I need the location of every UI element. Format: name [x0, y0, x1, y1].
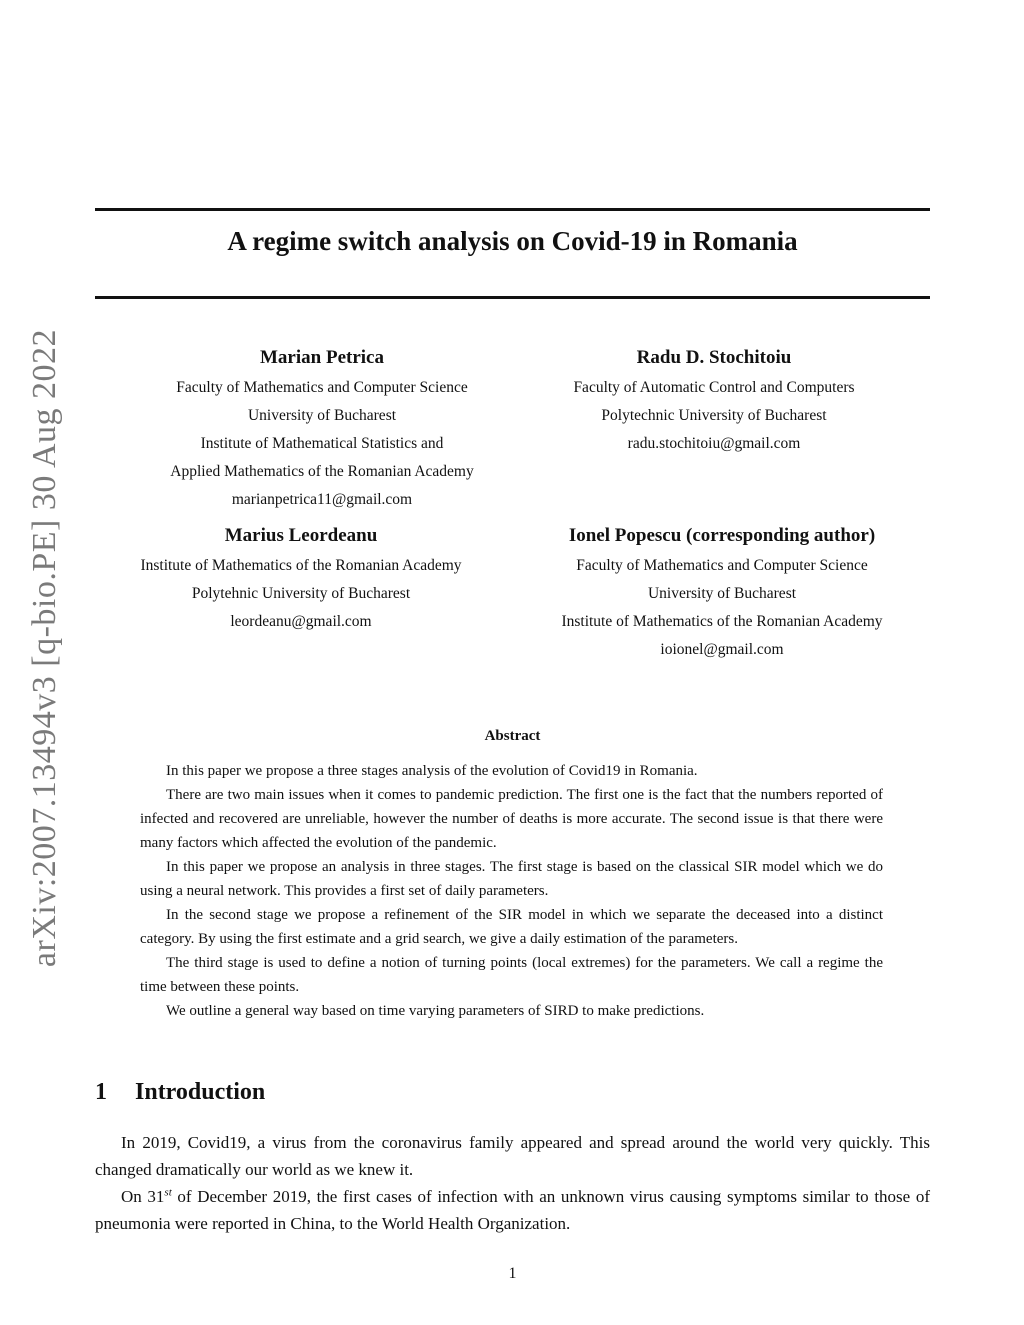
title-rule-bottom — [95, 296, 930, 299]
affiliation-line: Institute of Mathematics of the Romanian Academy — [561, 613, 883, 630]
affiliation-line: Faculty of Mathematics and Computer Science — [576, 557, 868, 574]
author-name: Radu D. Stochitoiu — [636, 347, 792, 368]
affiliation-line: Institute of Mathematical Statistics and — [200, 435, 444, 452]
ordinal-superscript: st — [164, 1186, 172, 1199]
body-text-fragment: of December 2019, the first cases of infection with an unknown virus causing symptoms similar to those of pneumonia were reported in China, to the World Health Organization. — [95, 1187, 930, 1233]
abstract-heading: Abstract — [484, 728, 541, 744]
page-number: 1 — [508, 1265, 517, 1282]
introduction-body — [95, 1129, 930, 1237]
title-rule-top — [95, 208, 930, 211]
abstract-paragraph: We outline a general way based on time varying parameters of SIRD to make predictions. — [166, 1003, 705, 1019]
section-title: Introduction — [135, 1079, 266, 1105]
author-block-petrica — [102, 344, 542, 514]
affiliation-line: University of Bucharest — [247, 407, 397, 424]
body-text-fragment: On 31 — [121, 1187, 165, 1206]
affiliation-line: Polytehnic University of Bucharest — [191, 585, 411, 602]
abstract-paragraph: There are two main issues when it comes to pandemic prediction. The first one is the fact that the numbers reported of infected and recovered are unreliable, however the number of deaths is more accurate. The second issue is that there were many factors which affected the evolution of the pandemic. — [140, 787, 883, 851]
affiliation-line: Faculty of Mathematics and Computer Science — [176, 379, 468, 396]
author-email: ioionel@gmail.com — [660, 641, 784, 658]
body-paragraph: In 2019, Covid19, a virus from the coronavirus family appeared and spread around the world very quickly. This changed dramatically our world as we knew it. — [95, 1133, 930, 1179]
abstract-paragraph: In this paper we propose a three stages analysis of the evolution of Covid19 in Romania. — [166, 763, 698, 779]
section-number: 1 — [95, 1079, 107, 1105]
abstract-paragraph: In this paper we propose an analysis in three stages. The first stage is based on the classical SIR model which we do using a neural network. This provides a first set of daily parameters. — [140, 859, 883, 899]
author-email: leordeanu@gmail.com — [230, 613, 372, 630]
affiliation-line: Institute of Mathematics of the Romanian Academy — [140, 557, 462, 574]
affiliation-line: Faculty of Automatic Control and Computers — [573, 379, 855, 396]
arxiv-stamp: arXiv:2007.13494v3 [q-bio.PE] 30 Aug 2022 — [26, 328, 63, 968]
section-heading-introduction — [95, 1079, 265, 1106]
affiliation-line: Applied Mathematics of the Romanian Academy — [170, 463, 474, 480]
affiliation-line: Polytechnic University of Bucharest — [601, 407, 827, 424]
author-block-popescu — [502, 522, 942, 664]
body-paragraph — [95, 1183, 930, 1237]
paper-title: A regime switch analysis on Covid-19 in Romania — [227, 226, 798, 256]
author-email: marianpetrica11@gmail.com — [231, 491, 413, 508]
abstract-paragraph: In the second stage we propose a refinement of the SIR model in which we separate the deceased into a distinct category. By using the first estimate and a grid search, we give a daily estimation of the parameters. — [140, 907, 883, 947]
author-block-stochitoiu — [494, 344, 934, 458]
author-block-leordeanu — [81, 522, 521, 636]
author-name: Marian Petrica — [260, 347, 384, 368]
abstract-paragraph: The third stage is used to define a notion of turning points (local extremes) for the parameters. We call a regime the time between these points. — [140, 955, 883, 995]
author-name: Marius Leordeanu — [224, 525, 378, 546]
abstract-body — [140, 759, 883, 1023]
author-name: Ionel Popescu (corresponding author) — [568, 525, 876, 546]
affiliation-line: University of Bucharest — [647, 585, 797, 602]
author-email: radu.stochitoiu@gmail.com — [627, 435, 801, 452]
